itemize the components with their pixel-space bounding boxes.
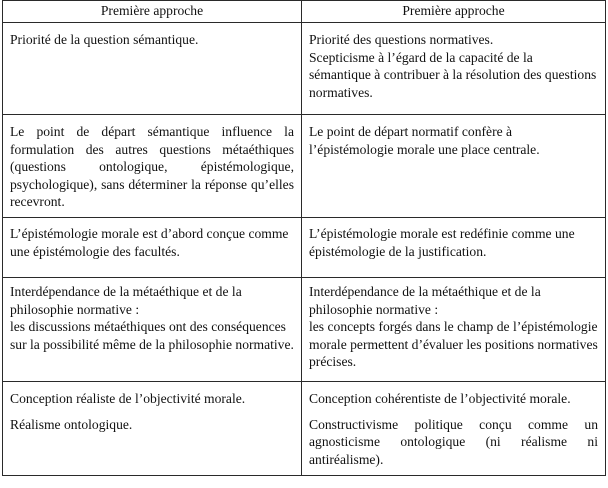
table-row [3, 382, 606, 476]
cell-left [3, 382, 302, 476]
cell-right [302, 218, 606, 278]
cell-right [302, 382, 606, 476]
cell-text: les discussions métaéthiques ont des conséquences sur la possibilité même de la philosophie normative. [10, 319, 294, 352]
cell-text: L’épistémologie morale est d’abord conçue comme une épistémologie des facultés. [10, 226, 289, 259]
cell-text: Le point de départ normatif confère à l’épistémologie morale une place centrale. [309, 124, 540, 157]
cell-left [3, 23, 302, 115]
table-row [3, 23, 606, 115]
cell-text: Conception réaliste de l’objectivité morale. [10, 391, 246, 406]
cell-left [3, 115, 302, 218]
cell-right [302, 278, 606, 382]
cell-text: Priorité de la question sémantique. [10, 32, 199, 47]
cell-text: L’épistémologie morale est redéfinie comme une épistémologie de la justification. [309, 226, 575, 259]
table-row [3, 115, 606, 218]
table-row [3, 278, 606, 382]
comparison-table [2, 0, 606, 476]
table-row [3, 218, 606, 278]
cell-text: Réalisme ontologique. [10, 416, 133, 432]
cell-text: Interdépendance de la métaéthique et de la philosophie normative : [309, 284, 541, 317]
cell-text: Constructivisme politique conçu comme un agnosticisme ontologique (ni réalisme ni antiréalisme). [309, 416, 598, 467]
cell-left [3, 218, 302, 278]
cell-text: Scepticisme à l’égard de la capacité de la sémantique à contribuer à la résolution des questions normatives. [309, 49, 597, 100]
header-row [3, 1, 606, 23]
header-right: Première approche [302, 1, 606, 23]
cell-left [3, 278, 302, 382]
header-left: Première approche [3, 1, 302, 23]
cell-text: Le point de départ sémantique influence la formulation des autres questions métaéthiques (questions ontologique, épistémologique, psychologique), sans déterminer la réponse qu’elles recevront. [10, 124, 294, 210]
cell-right [302, 115, 606, 218]
cell-text: Conception cohérentiste de l’objectivité morale. [309, 391, 571, 406]
cell-text: Priorité des questions normatives. [309, 32, 494, 47]
cell-text: Interdépendance de la métaéthique et de la philosophie normative : [10, 284, 242, 317]
cell-text: les concepts forgés dans le champ de l’épistémologie morale permettent d’évaluer les positions normatives précises. [309, 319, 598, 370]
cell-right [302, 23, 606, 115]
